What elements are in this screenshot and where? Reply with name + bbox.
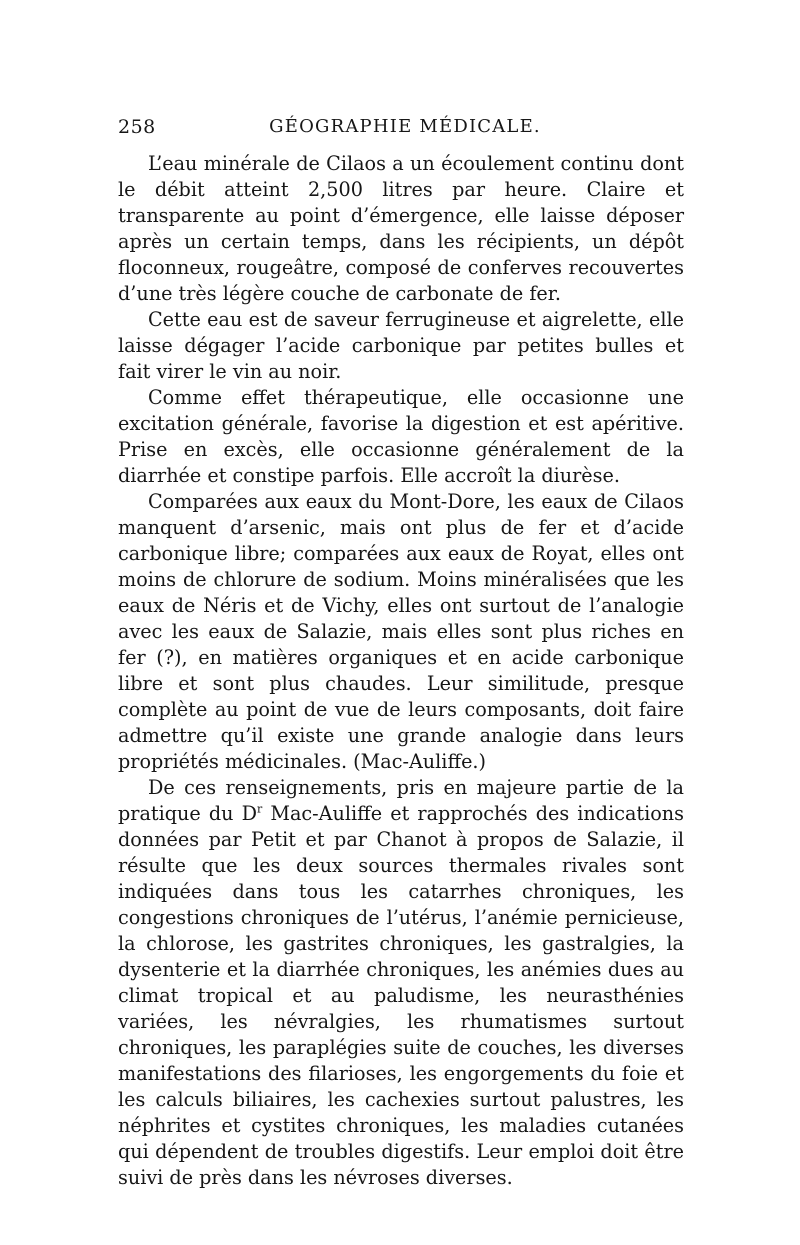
paragraph-cilaos-water: L’eau minérale de Cilaos a un écoulement continu dont le débit atteint 2,500 litres par heure. Claire et transparente au point d’émergence, elle laisse déposer après un certain temps, dans les récipients, un dépôt floconneux, rougeâtre, composé de conferves recouvertes d’une très légère couche de carbonate de fer. xyxy=(118,152,684,305)
paragraph-therapeutic-effect: Comme effet thérapeutique, elle occasionne une excitation générale, favorise la digestion et est apéritive. Prise en excès, elle occasionne généralement de la diarrhée et constipe parfois. Elle accroît la diurèse. xyxy=(118,386,684,487)
running-title: GÉOGRAPHIE MÉDICALE. xyxy=(269,116,541,137)
paragraph-indications xyxy=(118,775,684,1191)
paragraph-taste: Cette eau est de saveur ferrugineuse et aigrelette, elle laisse dégager l’acide carbonique par petites bulles et fait virer le vin au noir. xyxy=(118,308,684,383)
page-number: 258 xyxy=(118,116,156,138)
indications-text-after: Mac-Auliffe et rapprochés des indications données par Petit et par Chanot à propos de Salazie, il résulte que les deux sources thermales rivales sont indiquées dans tous les catarrhes chroniques, les congestions chroniques de l’utérus, l’anémie pernicieuse, la chlorose, les gastrites chroniques, les gastralgies, la dysenterie et la diarrhée chroniques, les anémies dues au climat tropical et au paludisme, les neurasthénies variées, les névralgies, les rhumatismes surtout chroniques, les paraplégies suite de couches, les diverses manifestations des filarioses, les engorgements du foie et les calculs biliaires, les cachexies surtout palustres, les néphrites et cystites chroniques, les maladies cutanées qui dépendent de troubles digestifs. Leur emploi doit être suivi de près dans les névroses diverses. xyxy=(118,802,684,1189)
running-head xyxy=(118,116,692,146)
indications-text-before: De ces renseignements, pris en majeure partie de la pratique du D xyxy=(118,776,684,825)
body-text xyxy=(118,151,684,1191)
doctor-superscript: r xyxy=(256,802,263,816)
paragraph-comparison: Comparées aux eaux du Mont-Dore, les eaux de Cilaos manquent d’arsenic, mais ont plus de fer et d’acide carbonique libre; comparées aux eaux de Royat, elles ont moins de chlorure de sodium. Moins minéralisées que les eaux de Néris et de Vichy, elles ont surtout de l’analogie avec les eaux de Salazie, mais elles sont plus riches en fer (?), en matières organiques et en acide carbonique libre et sont plus chaudes. Leur similitude, presque complète au point de vue de leurs composants, doit faire admettre qu’il existe une grande analogie dans leurs propriétés médicinales. (Mac-Auliffe.) xyxy=(118,490,684,773)
